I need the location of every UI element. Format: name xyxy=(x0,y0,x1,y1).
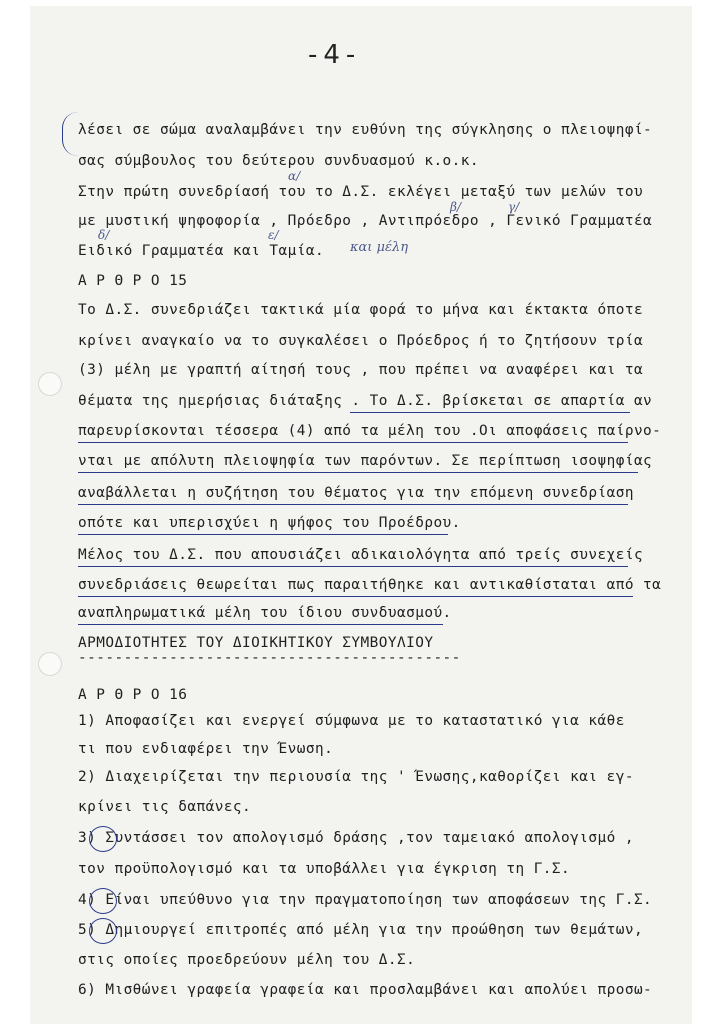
text-line-27: 4) Είναι υπεύθυνο για την πραγματοποίηση των αποφάσεων της Γ.Σ. xyxy=(78,892,653,908)
text-line-5: Ειδικό Γραμματέα και Ταμία. xyxy=(78,243,325,259)
text-line-21: 1) Αποφασίζει και ενεργεί σύμφωνα με το καταστατικό για κάθε xyxy=(78,713,625,729)
text-line-13: αναβάλλεται η συζήτηση του θέματος για την επόμενη συνεδρίαση xyxy=(78,485,634,501)
text-line-12: νται με απόλυτη πλειοψηφία των παρόντων. Σε περίπτωση ισοψηφίας xyxy=(78,453,653,469)
section-heading-rule: ------------------------------------------ xyxy=(78,650,461,666)
underline-1 xyxy=(350,412,630,413)
handwritten-mark-d: δ/ xyxy=(98,228,110,242)
text-line-17: αναπληρωματικά μέλη του ίδιου συνδυασμού. xyxy=(78,605,452,621)
underline-3 xyxy=(78,472,638,473)
text-line-24: κρίνει τις δαπάνες. xyxy=(78,799,252,815)
section-heading: ΑΡΜΟΔΙΟΤΗΤΕΣ ΤΟΥ ΔΙΟΙΚΗΤΙΚΟΥ ΣΥΜΒΟΥΛΙΟΥ xyxy=(78,635,434,651)
text-line-4: με μυστική ψηφοφορία , Πρόεδρο , Αντιπρόεδρο , Γενικό Γραμματέα xyxy=(78,213,653,229)
scan-border-right xyxy=(692,0,724,1024)
handwritten-mark-b: β/ xyxy=(450,200,461,214)
handwritten-mark-g: γ/ xyxy=(508,200,520,214)
text-line-15: Μέλος του Δ.Σ. που απουσιάζει αδικαιολόγητα από τρείς συνεχείς xyxy=(78,547,644,563)
underline-6 xyxy=(78,566,628,567)
text-line-14: οπότε και υπερισχύει η ψήφος του Προέδρου. xyxy=(78,515,461,531)
article-16-heading: Α Ρ Θ Ρ Ο 16 xyxy=(78,687,188,703)
punch-hole-bottom xyxy=(38,652,62,676)
text-line-30: 6) Μισθώνει γραφεία γραφεία και προσλαμβάνει και απολύει προσω- xyxy=(78,982,653,998)
circled-item-5 xyxy=(89,918,117,944)
text-line-23: 2) Διαχειρίζεται την περιουσία της ' Ένωσης,καθορίζει και εγ- xyxy=(78,769,634,785)
text-line-11: παρευρίσκονται τέσσερα (4) από τα μέλη του .Οι αποφάσεις παίρνο- xyxy=(78,423,662,439)
underline-8 xyxy=(78,624,443,625)
page-number: -4- xyxy=(308,40,362,70)
text-line-25: 3) Συντάσσει τον απολογισμό δράσης ,τον ταμειακό απολογισμό , xyxy=(78,830,634,846)
circled-item-3 xyxy=(89,826,117,852)
punch-hole-top xyxy=(38,372,62,396)
text-line-9: (3) μέλη με γραπτή αίτησή τους , που πρέπει να αναφέρει και τα xyxy=(78,362,644,378)
underline-4 xyxy=(78,504,628,505)
scan-border-left xyxy=(0,0,30,1024)
text-line-22: τι που ενδιαφέρει την Ένωση. xyxy=(78,741,334,757)
underline-5 xyxy=(78,534,448,535)
circled-item-4 xyxy=(89,888,117,914)
text-line-3: Στην πρώτη συνεδρίασή του το Δ.Σ. εκλέγει μεταξύ των μελών του xyxy=(78,184,644,200)
text-line-10: θέματα της ημερήσιας διάταξης . Το Δ.Σ. βρίσκεται σε απαρτία αν xyxy=(78,393,653,409)
text-line-7: Το Δ.Σ. συνεδριάζει τακτικά μία φορά το μήνα και έκτακτα όποτε xyxy=(78,302,644,318)
underline-7 xyxy=(78,596,633,597)
text-line-8: κρίνει αναγκαίο να το συγκαλέσει ο Πρόεδρος ή το ζητήσουν τρία xyxy=(78,333,644,349)
handwritten-note: και μέλη xyxy=(350,240,408,255)
handwritten-mark-e: ε/ xyxy=(268,228,279,242)
handwritten-mark-a: α/ xyxy=(288,169,301,183)
text-line-28: 5) Δημιουργεί επιτροπές από μέλη για την προώθηση των θεμάτων, xyxy=(78,922,644,938)
text-line-29: στις οποίες προεδρεύουν μέλη του Δ.Σ. xyxy=(78,952,416,968)
text-line-26: τον προϋπολογισμό και τα υποβάλλει για έγκριση τη Γ.Σ. xyxy=(78,861,571,877)
underline-2 xyxy=(78,442,628,443)
text-line-1: λέσει σε σώμα αναλαμβάνει την ευθύνη της σύγκλησης ο πλειοψηφί- xyxy=(78,122,653,138)
article-15-heading: Α Ρ Θ Ρ Ο 15 xyxy=(78,273,188,289)
margin-bracket xyxy=(62,112,79,156)
text-line-2: σας σύμβουλος του δεύτερου συνδυασμού κ.ο.κ. xyxy=(78,153,480,169)
text-line-16: συνεδριάσεις θεωρείται πως παραιτήθηκε και αντικαθίσταται από τα xyxy=(78,577,662,593)
